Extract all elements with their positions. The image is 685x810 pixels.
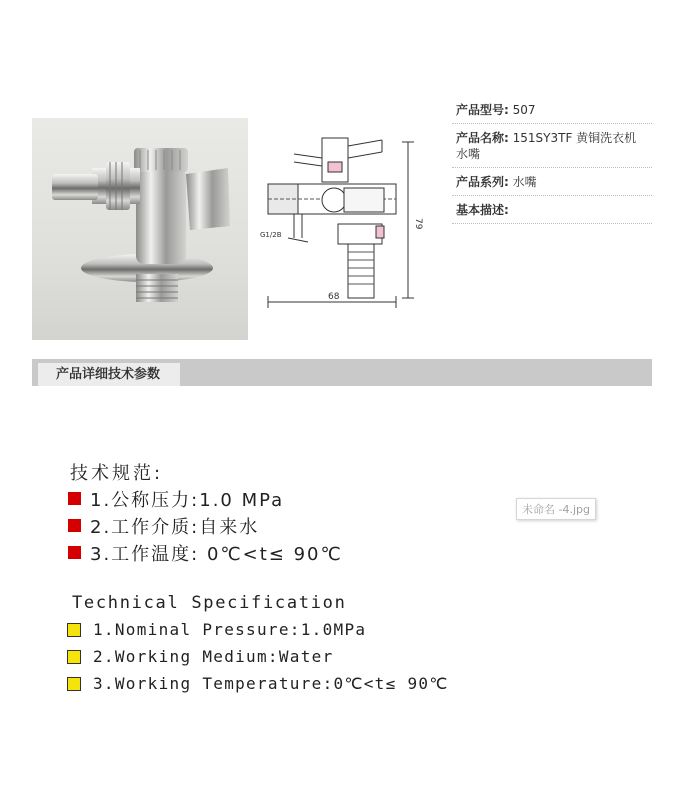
- spec-en-item-text: 2.Working Medium:Water: [93, 647, 334, 666]
- spec-label: 产品名称:: [456, 131, 509, 145]
- spec-cn-list: [68, 485, 343, 566]
- spec-value: 151SY3TF 黄铜洗衣机水嘴: [456, 131, 637, 161]
- red-square-bullet-icon: [68, 546, 81, 559]
- spec-en-item-text: 3.Working Temperature:0℃<t≤ 90℃: [93, 674, 449, 693]
- spec-cn-item-text: 2.工作介质:自来水: [90, 516, 260, 538]
- spec-row-name: [452, 124, 652, 168]
- spec-row-series: [452, 168, 652, 196]
- list-item: [68, 512, 343, 539]
- spec-cn-item-text: 3.工作温度: 0℃<t≤ 90℃: [90, 543, 343, 565]
- spec-row-model: [452, 96, 652, 124]
- red-square-bullet-icon: [68, 519, 81, 532]
- dimension-width-label: 68: [328, 292, 340, 302]
- spec-label: 基本描述:: [456, 203, 509, 217]
- spec-label: 产品系列:: [456, 175, 509, 189]
- list-item: [68, 485, 343, 512]
- image-filename-tooltip: 未命名 -4.jpg: [516, 498, 596, 520]
- section-header-bar: [32, 359, 652, 386]
- dimension-height-label: 79: [413, 218, 423, 230]
- valve-photo-illustration: [32, 118, 248, 340]
- valve-dimension-drawing: [258, 118, 426, 318]
- product-spec-list: [452, 96, 652, 224]
- list-item: [67, 670, 449, 697]
- spec-label: 产品型号:: [456, 103, 509, 117]
- spec-value: 507: [512, 103, 536, 117]
- spec-value: 水嘴: [512, 175, 537, 189]
- spec-en-item-text: 1.Nominal Pressure:1.0MPa: [93, 620, 367, 639]
- tab-product-details[interactable]: 产品详细技术参数: [38, 363, 180, 386]
- thread-label: G1/2B: [260, 231, 282, 239]
- list-item: [67, 616, 449, 643]
- spec-cn-title: 技术规范:: [70, 463, 164, 484]
- spec-cn-item-text: 1.公称压力:1.0 MPa: [90, 489, 285, 511]
- list-item: [68, 539, 343, 566]
- spec-en-title: Technical Specification: [72, 593, 347, 613]
- spec-row-description: [452, 196, 652, 224]
- spec-en-list: [67, 616, 449, 697]
- list-item: [67, 643, 449, 670]
- yellow-square-bullet-icon: [67, 623, 81, 637]
- red-square-bullet-icon: [68, 492, 81, 505]
- yellow-square-bullet-icon: [67, 650, 81, 664]
- technical-drawing: [258, 118, 426, 318]
- yellow-square-bullet-icon: [67, 677, 81, 691]
- product-photo: [32, 118, 248, 340]
